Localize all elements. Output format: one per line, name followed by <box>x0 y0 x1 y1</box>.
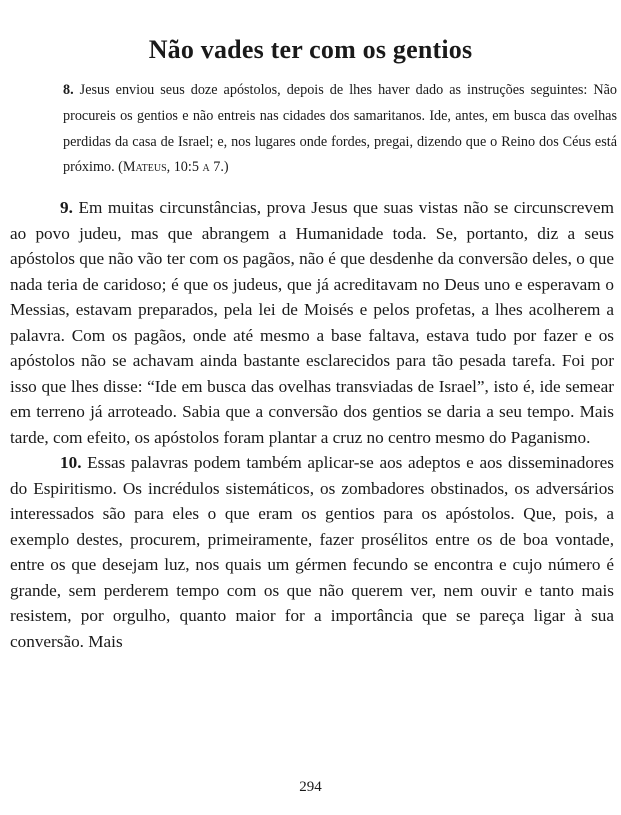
body-text <box>10 195 614 654</box>
paragraph-text: Em muitas circunstâncias, prova Jesus que suas vistas não se circunscrevem ao povo judeu, mas que abrangem a Humanidade toda. Se, portanto, diz a seus apóstolos que não vão ter com os pagãos, não é que desdenhe da conversão deles, o que nada teria de caridoso; é que os judeus, que já acreditavam no Deus uno e esperavam o Messias, estavam preparados, pela lei de Moisés e pelos profetas, a lhes acolherem a palavra. Com os pagãos, onde até mesmo a base faltava, estava tudo por fazer e os apóstolos não se achavam ainda bastante esclarecidos para tão pesada tarefa. Foi por isso que lhes disse: “Ide em busca das ovelhas transviadas de Israel”, isto é, ide semear em terreno já arroteado. Sabia que a conversão dos gentios se daria a seu tempo. Mais tarde, com efeito, os apóstolos foram plantar a cruz no centro mesmo do Paganismo. <box>10 198 614 447</box>
quote-reference: (Mateus, 10:5 a 7.) <box>118 159 229 176</box>
paragraph-text: Essas palavras podem também aplicar-se aos adeptos e aos disseminadores do Espiritismo. Os incrédulos sistemáticos, os zombadores obstinados, os adversários interessados são para eles o que eram os gentios para os apóstolos. Que, pois, a exemplo destes, procurem, primeiramente, fazer prosélitos entre os de boa vontade, entre os que desejam luz, nos quais um gérmen fecundo se encontra e cujo número é grande, sem perderem tempo com os que não querem ver, nem ouvir e tanto mais resistem, por orgulho, quanto maior for a importância que se pareça ligar à sua conversão. Mais <box>10 453 614 651</box>
paragraph-9 <box>10 195 614 450</box>
page-title: Não vades ter com os gentios <box>148 35 473 65</box>
quote-text: Jesus enviou seus doze apóstolos, depois de lhes haver dado as instruções seguintes: Não procureis os gentios e não entreis nas cidades dos samaritanos. Ide, antes, em busca das ovelhas perdidas da casa de Israel; e, nos lugares onde fordes, pregai, dizendo que o Reino dos Céus está próximo. <box>63 82 617 176</box>
paragraph-number: 10. <box>60 453 82 472</box>
scripture-quote <box>63 78 617 181</box>
quote-number: 8. <box>63 82 74 98</box>
page-number: 294 <box>299 779 322 795</box>
paragraph-number: 9. <box>60 198 73 217</box>
paragraph-10 <box>10 450 614 654</box>
